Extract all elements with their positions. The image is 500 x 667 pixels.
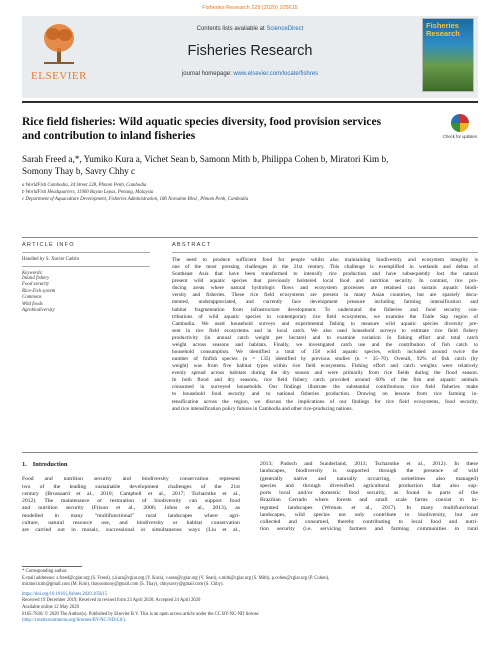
received-dates: Received 19 December 2019; Received in revised form 23 April 2020; Accepted 24 April 2020 xyxy=(22,598,201,604)
keyword: Inland fishery xyxy=(22,276,50,281)
abstract-line: productivity (in annual catch weight per hectare) and to examine variation in fishing effort and total catch xyxy=(172,334,478,341)
section-rule xyxy=(22,237,478,238)
abstract-text xyxy=(172,257,478,413)
body-text-line: Food and nutrition security and biodiversity conservation represent xyxy=(22,476,240,483)
abstract-line: In both flood and dry seasons, rice field fishery catch provided around 60% of the fish and aquatic animals xyxy=(172,377,478,384)
header-rule xyxy=(22,101,478,103)
body-text-line: tion security (i.e. servicing farmers and farming communities in rural xyxy=(260,526,478,533)
abstract-line: Cambodia. We used household surveys and experimental fishing to measure wild aquatic species diversity pre- xyxy=(172,320,478,327)
check-for-updates-button[interactable] xyxy=(443,114,477,148)
affiliation-line: a WorldFish Cambodia, 34 Street 228, Phnom Penh, Cambodia xyxy=(22,183,147,188)
available-online: Available online 12 May 2020 xyxy=(22,604,79,610)
article-info xyxy=(22,242,150,314)
body-text-line: modelled in many "multifunctional" rural landscapes where agri- xyxy=(22,512,240,519)
handled-by: Handled by S. Xavier Cadrin xyxy=(22,257,79,262)
abstract xyxy=(172,242,478,413)
cover-title: Fisheries Research xyxy=(426,21,460,38)
keywords-heading: Keywords: xyxy=(22,271,44,276)
footnote-rule xyxy=(22,566,82,567)
abstract-line: ducing areas where natural hydrologic flows and ecosystem processes are retained can sustain aquatic biodi- xyxy=(172,285,478,292)
author-list xyxy=(22,153,478,177)
abstract-line: habitat fragmentation from infrastructure development. To understand the fisheries and food security con- xyxy=(172,306,478,313)
journal-cover-image[interactable] xyxy=(422,18,474,92)
journal-title: Fisheries Research xyxy=(187,43,313,59)
abstract-line: one of the most pressing challenges in the 21st century. This challenge is exemplified in wetlands and deltas of xyxy=(172,264,478,271)
article-info-rule xyxy=(22,252,150,253)
footnotes xyxy=(22,569,478,625)
keyword: Commons xyxy=(22,295,42,301)
abstract-end-rule xyxy=(22,452,478,453)
article-title: Rice field fisheries: Wild aquatic species diversity, food provision services and contribution to inland fisheries xyxy=(22,116,382,142)
publisher-name: ELSEVIER xyxy=(31,70,87,82)
author-line: Somony Thay b, Savry Chhy c xyxy=(22,166,136,176)
crossmark-icon xyxy=(451,114,469,132)
article-info-heading: ARTICLE INFO xyxy=(22,242,75,248)
email-line: E-mail addresses: s.freed@cgiar.org (S. Freed), y.kura@cgiar.org (Y. Kura), v.sean@cgiar.org (V. Sean), s.mith@cgiar.org (S. Mith), p.cohen@cgiar.org (P. Cohen), xyxy=(22,575,330,581)
keywords-rule xyxy=(22,266,150,267)
license-line: 0165-7836/ © 2020 The Author(s). Published by Elsevier B.V. This is an open access article under the CC BY-NC-ND license xyxy=(22,611,259,617)
homepage-link[interactable]: www.elsevier.com/locate/fishres xyxy=(233,71,319,77)
abstract-line: Southeast Asia that have been transformed to intensify rice production and have subsequently lost the natural xyxy=(172,271,478,278)
abstract-line: to household food security and to national fisheries production. Drawing on lessons from rice farming in- xyxy=(172,391,478,398)
email-line: miratori.kim@gmail.com (M. Kim), thaysomony@gmail.com (S. Thay), chhysavry@gmail.com (S. Chhy). xyxy=(22,582,224,588)
doi-link[interactable]: https://doi.org/10.1016/j.fishres.2020.105615 xyxy=(22,591,107,597)
section-number: 1. xyxy=(22,461,27,468)
body-text-line: culture, natural resource use, and biodiversity or habitat conservation xyxy=(22,519,240,526)
body-text-line: and nutrition security (Frison et al., 2006; Johns et al., 2013), as xyxy=(22,505,240,512)
affiliation-line: c Department of Aquaculture Development, Fisheries Administration, 186 Norodom Blvd., Phnom Penh, Cambodia xyxy=(22,197,249,202)
keyword: Agrobiodiversity xyxy=(22,308,55,314)
abstract-line: consumed in surveyed households. Our findings illustrate the substantial contributions rice field fisheries make xyxy=(172,384,478,391)
body-text-line: species and through diversified agricultural production that also sup- xyxy=(260,482,478,489)
abstract-line: and rice intensification policy futures in Cambodia and other rice-producing nations. xyxy=(172,405,353,412)
abstract-line: tensification across the region, we discuss the implications of our findings for rice field ecosystems, food security, xyxy=(172,398,478,405)
sciencedirect-link[interactable]: ScienceDirect xyxy=(266,26,304,32)
body-text-line: tegrated landscapes (Wrenan et al., 2017). In many multifunctional xyxy=(260,504,478,511)
section-heading xyxy=(22,461,240,468)
abstract-rule xyxy=(172,252,478,253)
intro-paragraph-right xyxy=(260,461,478,534)
body-column-right xyxy=(260,461,478,534)
journal-masthead xyxy=(22,16,478,98)
body-text-line: landscapes, biodiversity is supported through the presence of wild xyxy=(260,468,478,475)
corresponding-author-note: * Corresponding author. xyxy=(22,569,68,574)
abstract-line: weight across seasons and habitats. Finally, we investigated catch use and the contribution of fish catch to xyxy=(172,341,478,348)
abstract-line: mented, underappreciated, and currently face development pressure including farming intensification and xyxy=(172,299,478,306)
license-link[interactable]: (http://creativecommons.org/licenses/BY-NC-ND/4.0/). xyxy=(22,618,127,624)
body-text-line: two of the leading sustainable development challenges of the 21st xyxy=(22,483,240,490)
abstract-line: present wild aquatic species that previously bolstered local food and nutrition security. In contrast, rice pro- xyxy=(172,278,478,285)
abstract-line: weight) was from five habitat types within rice field ecosystems. Fishing effort and catch weights were relatively xyxy=(172,363,478,370)
body-text-line: Brazilian Cerrado where forests and small scale farms coexist in in- xyxy=(260,497,478,504)
affiliation-line: b WorldFish Headquarters, 11960 Bayan Lepas, Penang, Malaysia xyxy=(22,190,154,195)
abstract-heading: ABSTRACT xyxy=(172,242,212,248)
abstract-line: evenly spread across habitats during the dry season and were primarily from rice fields during the flood season. xyxy=(172,370,478,377)
body-column-left xyxy=(22,461,240,534)
author-line: Sarah Freed a,*, Yumiko Kura a, Vichet Sean b, Samonn Mith b, Philippa Cohen b, Miratori Kim b, xyxy=(22,154,389,164)
abstract-line: versity and fisheries. These rice field ecosystems are present in many Asian countries, but are sparsely docu- xyxy=(172,292,478,299)
body-text-line: are carried out in mosaic, successional or simultaneous ways (Liu et al., xyxy=(22,527,240,533)
homepage-prefix: journal homepage: xyxy=(181,71,234,77)
body-text-line: (generally native and naturally occurring, sometimes also managed) xyxy=(260,475,478,482)
abstract-line: sent in rice field ecosystems and in local catch. We also used household surveys to estimate rice field fishery xyxy=(172,327,478,334)
keyword: Wild foods xyxy=(22,301,43,307)
body-text-line: collected and consumed, thereby contributing to local food and nutri- xyxy=(260,519,478,525)
keyword: Rice-Fish system xyxy=(22,288,56,294)
contents-prefix: Contents lists available at xyxy=(196,26,267,32)
journal-reference: Fisheries Research 229 (2020) 105615 xyxy=(202,5,298,11)
abstract-line: household consumption. We identified a total of 158 wild aquatic species, which included around twice the xyxy=(172,349,478,356)
intro-paragraph-left xyxy=(22,476,240,534)
body-text-line: landscapes, wild species not only contribute to biodiversity, but are xyxy=(260,511,478,518)
contents-availability xyxy=(22,26,478,32)
keyword: Food security xyxy=(22,282,50,288)
section-title: Introduction xyxy=(32,461,68,468)
check-updates-label: Check for updates xyxy=(443,134,477,139)
body-text-line: ports local and/or domestic food security, as found in parts of the xyxy=(260,490,478,496)
abstract-line: The need to produce sufficient food for people whilst also maintaining biodiversity and ecosystem integrity is xyxy=(172,257,478,263)
body-text-line: century (Brussaard et al., 2010; Campbell et al., 2017; Tscharntke et al., xyxy=(22,490,240,497)
body-text-line: 2013; Padoch and Sunderland, 2013; Tscharntke et al., 2012). In these xyxy=(260,461,478,467)
journal-homepage xyxy=(22,71,478,77)
affiliations xyxy=(22,182,478,203)
body-text-line: 2012). The maintenance or restoration of biodiversity can support food xyxy=(22,498,240,504)
abstract-line: number of finfish species (n = 135) identified by previous studies (n = 35–70). Overall, 92% of fish catch (by xyxy=(172,356,478,363)
abstract-line: tributions of wild aquatic species in contemporary rice field ecosystems, we examine the Tonle Sap region of xyxy=(172,313,478,320)
